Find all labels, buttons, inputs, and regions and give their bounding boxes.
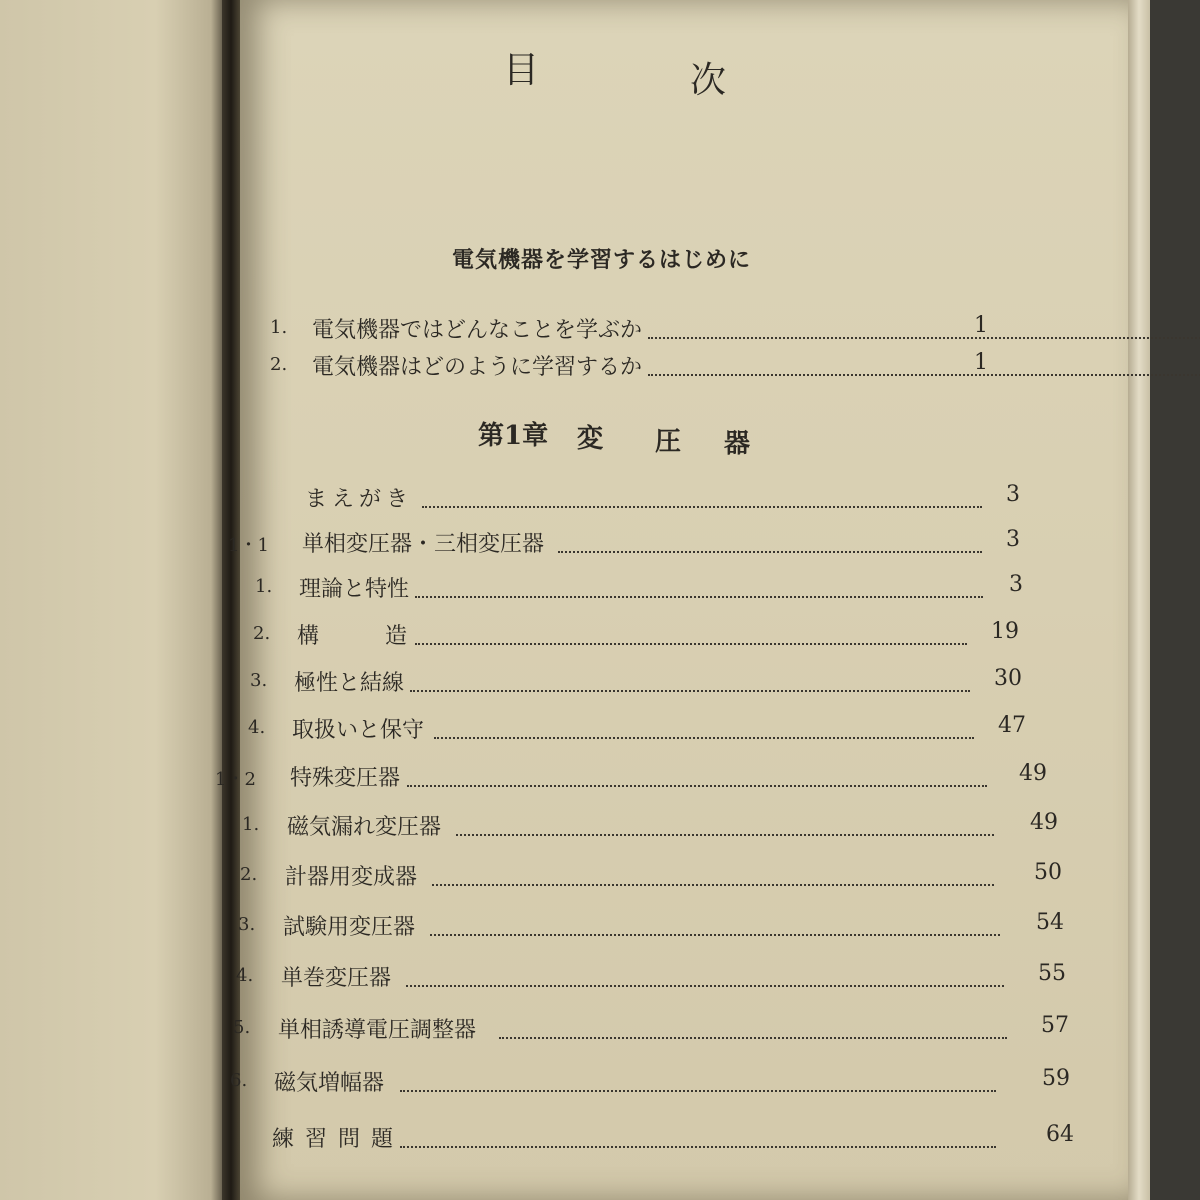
toc-entry[interactable] [242,810,1062,846]
toc-entry[interactable] [253,619,1053,655]
dot-leader [415,643,967,645]
dot-leader [400,1146,996,1148]
toc-entry[interactable] [228,1122,1078,1158]
dot-leader [400,1090,996,1092]
entry-number: 3. [250,670,268,691]
toc-entry[interactable] [255,572,1055,608]
dot-leader [422,506,982,508]
dot-leader [648,374,1200,376]
entry-number: 1. [242,814,260,835]
dot-leader [499,1037,1007,1039]
entry-label: 単相誘導電圧調整器 [278,1018,477,1043]
dot-leader [456,834,994,836]
toc-heading-char-2: 次 [690,60,727,101]
entry-number: 2. [240,864,258,885]
dot-leader [415,596,983,598]
entry-page: 3 [1006,527,1020,552]
entry-label: 特殊変圧器 [290,766,401,791]
entry-number: 3. [238,914,256,935]
entry-label: 取扱いと保守 [292,718,425,743]
entry-number: 6. [230,1070,248,1091]
entry-page: 57 [1041,1013,1069,1038]
toc-entry[interactable] [228,527,1028,563]
toc-entry[interactable] [230,1066,1070,1102]
chapter-title-char-3: 器 [724,429,751,459]
entry-page: 47 [998,713,1026,738]
entry-number: 2. [253,623,271,644]
entry-label: 計器用変成器 [285,865,418,890]
entry-page: 54 [1036,910,1064,935]
toc-entry[interactable] [236,961,1066,997]
entry-page: 49 [1019,761,1047,786]
toc-entry[interactable] [248,713,1048,749]
dot-leader [430,934,1000,936]
entry-label: 理論と特性 [299,577,410,602]
entry-label: 試験用変圧器 [283,915,416,940]
entry-label: 構 造 [297,624,408,649]
entry-page: 1 [974,350,988,375]
dot-leader [648,337,1200,339]
background-surface [1150,0,1200,1200]
dot-leader [432,884,994,886]
toc-heading-char-1: 目 [503,50,540,91]
entry-number: 1・1 [228,535,269,556]
entry-number: 2. [270,354,288,375]
intro-section-title: 電気機器を学習するはじめに [452,247,752,273]
entry-page: 49 [1030,810,1058,835]
toc-entry[interactable] [240,860,1060,896]
dot-leader [410,690,970,692]
entry-number: 4. [248,717,266,738]
toc-entry[interactable] [233,1013,1069,1049]
page-edges [1128,0,1150,1200]
chapter-title-char-1: 変 [577,424,604,454]
dot-leader [434,737,974,739]
entry-label: 電気機器ではどんなことを学ぶか [312,318,643,343]
entry-number: 1. [270,317,288,338]
entry-label: 磁気増幅器 [274,1071,385,1096]
entry-page: 64 [1046,1122,1074,1147]
entry-label: 磁気漏れ変圧器 [287,815,442,840]
entry-page: 55 [1038,961,1066,986]
dot-leader [407,785,987,787]
toc-entry[interactable] [250,666,1050,702]
toc-entry[interactable] [270,350,1000,386]
entry-page: 50 [1034,860,1062,885]
toc-entry[interactable] [270,313,1000,349]
entry-page: 1 [974,313,988,338]
entry-page: 19 [991,619,1019,644]
entry-label: 単相変圧器・三相変圧器 [302,532,545,557]
entry-page: 3 [1009,572,1023,597]
toc-entry[interactable] [238,910,1064,946]
entry-number: 4. [236,965,254,986]
left-page [0,0,222,1200]
entry-label: 電気機器はどのように学習するか [312,355,643,380]
toc-entry[interactable] [230,482,1030,518]
entry-label: 単巻変圧器 [281,966,392,991]
entry-page: 30 [994,666,1022,691]
chapter-title-char-2: 圧 [655,427,682,457]
chapter-title-prefix: 第1章 [478,421,549,451]
entry-page: 3 [1006,482,1020,507]
entry-number: 1・2 [215,769,256,790]
dot-leader [406,985,1004,987]
entry-page: 59 [1042,1066,1070,1091]
entry-label: まえがき [305,487,414,512]
entry-label: 極性と結線 [294,671,405,696]
entry-number: 5. [233,1017,251,1038]
dot-leader [558,551,982,553]
entry-number: 1. [255,576,273,597]
entry-label: 練 習 問 題 [272,1127,395,1152]
toc-entry[interactable] [215,761,1045,797]
